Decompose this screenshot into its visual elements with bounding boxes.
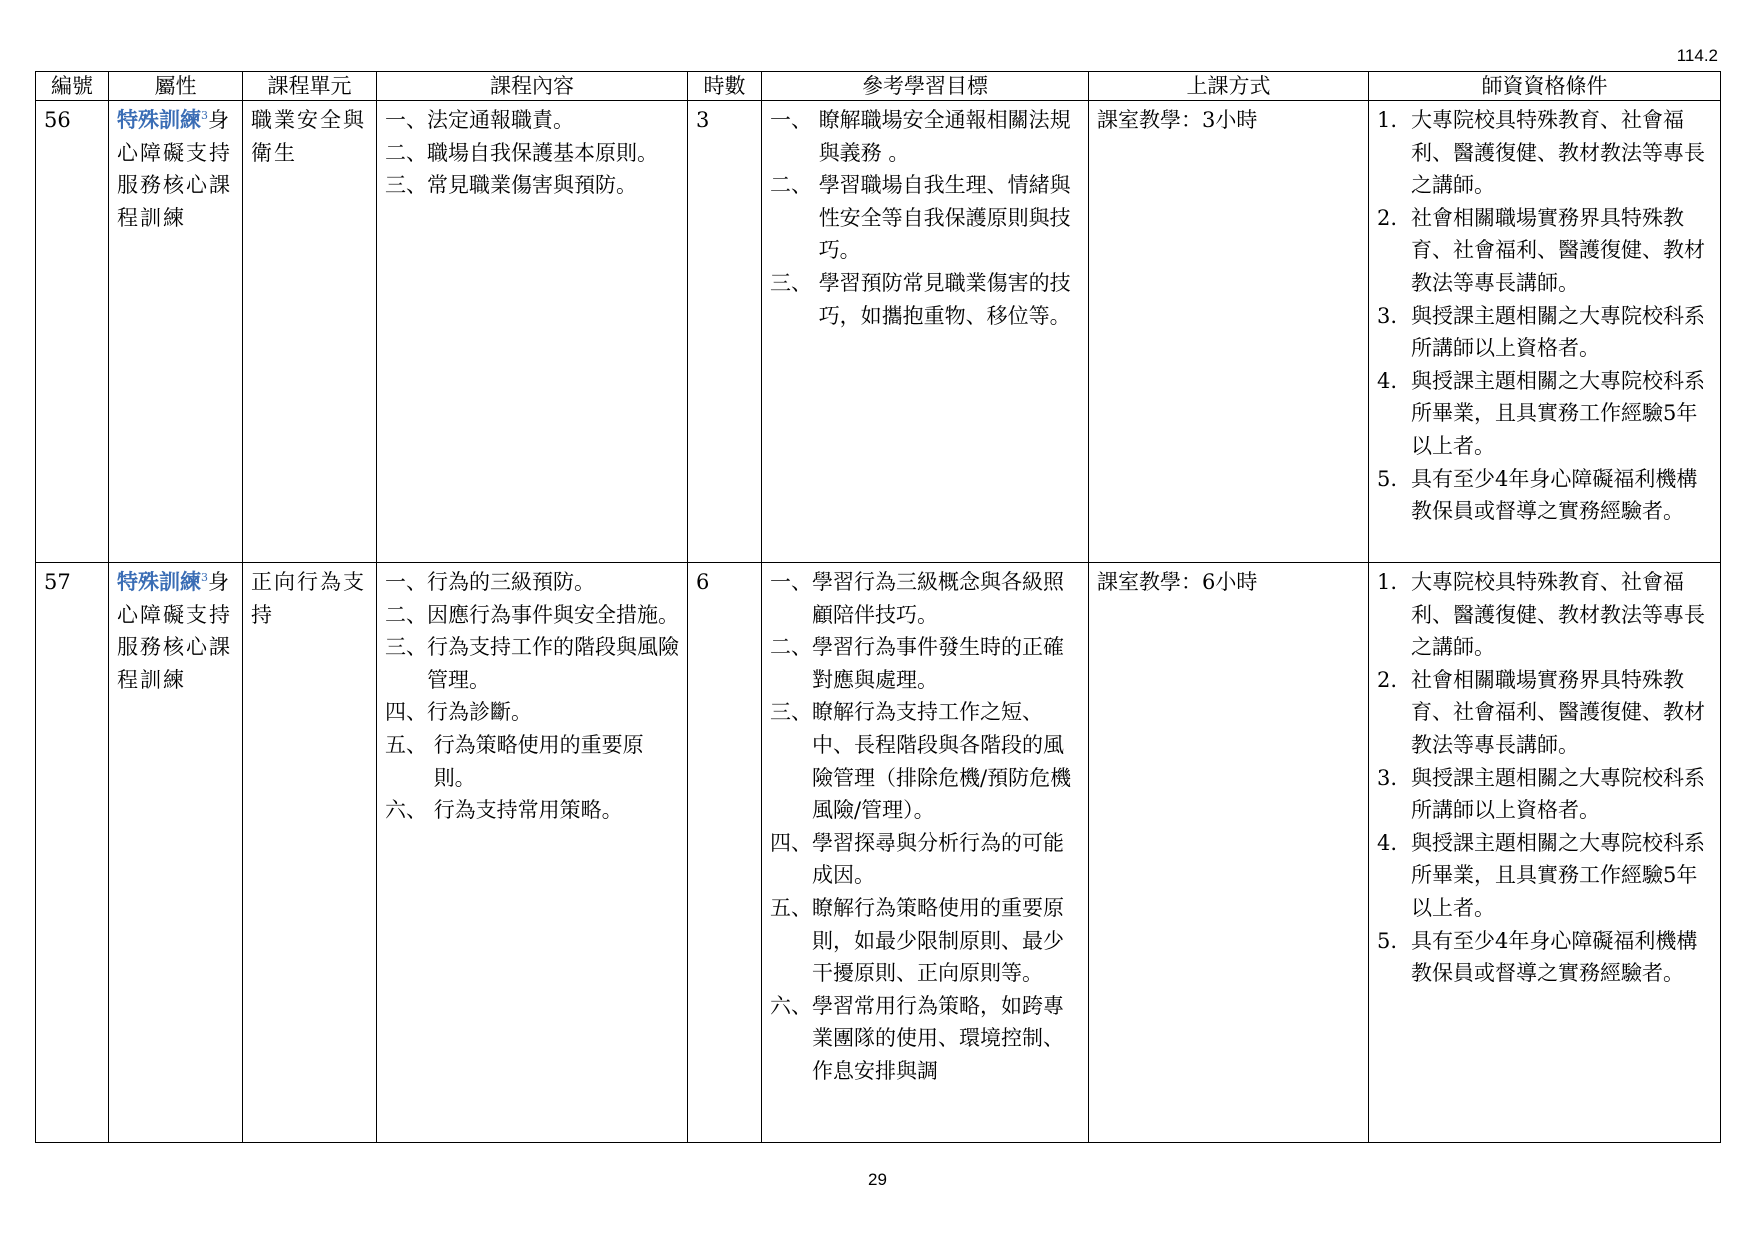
qualifications-cell [1369, 101, 1721, 563]
col-header-method: 上課方式 [1089, 72, 1369, 101]
col-header-content: 課程內容 [377, 72, 688, 101]
goals-cell [762, 563, 1089, 1143]
document-version: 114.2 [1676, 46, 1718, 65]
row-number: 56 [36, 101, 109, 563]
list-item: 2. 社會相關職場實務界具特殊教育、社會福利、醫護復健、教材教法等專長講師。 [1377, 205, 1705, 295]
unit-cell: 正向行為支持 [243, 563, 377, 1143]
page-number: 29 [868, 1170, 887, 1189]
list-item: 5. 具有至少4年身心障礙福利機構教保員或督導之實務經驗者。 [1377, 928, 1698, 986]
list-item: 六、 學習常用行為策略，如跨專業團隊的使用、環境控制、作息安排與調 [770, 993, 1064, 1083]
method-cell: 課室教學：6小時 [1089, 563, 1369, 1143]
attribute-link[interactable] [117, 570, 208, 594]
attribute-cell [109, 563, 243, 1143]
table-row [36, 563, 1721, 1143]
col-header-qualifications: 師資資格條件 [1369, 72, 1721, 101]
list-item: 三、 學習預防常見職業傷害的技巧，如攜抱重物、移位等。 [770, 270, 1071, 328]
list-item: 三、 行為支持工作的階段與風險管理。 [385, 635, 679, 692]
col-header-attribute: 屬性 [109, 72, 243, 101]
goals-cell [762, 101, 1089, 563]
list-item: 二、 職場自我保護基本原則。 [385, 140, 658, 165]
qualifications-cell [1369, 563, 1721, 1143]
footnote-marker: 3 [201, 109, 208, 122]
row-number: 57 [36, 563, 109, 1143]
list-item: 三、 常見職業傷害與預防。 [385, 173, 637, 198]
table-header-row [36, 72, 1721, 101]
list-item: 二、 學習行為事件發生時的正確對應與處理。 [770, 635, 1064, 692]
list-item: 3. 與授課主題相關之大專院校科系所講師以上資格者。 [1377, 765, 1705, 823]
col-header-goals: 參考學習目標 [762, 72, 1089, 101]
attribute-sub: 身心障礙支持服務核心課程訓練 [117, 108, 232, 230]
list-item: 4. 與授課主題相關之大專院校科系所畢業，且具實務工作經驗5年以上者。 [1377, 368, 1705, 458]
list-item: 一、 法定通報職責。 [385, 108, 574, 132]
attribute-main: 特殊訓練 [117, 108, 201, 132]
footnote-marker: 3 [201, 571, 208, 584]
attribute-main: 特殊訓練 [117, 570, 201, 594]
list-item: 5. 具有至少4年身心障礙福利機構教保員或督導之實務經驗者。 [1377, 466, 1698, 524]
attribute-link[interactable] [117, 108, 208, 132]
content-cell [377, 101, 688, 563]
list-item: 二、 因應行為事件與安全措施。 [385, 602, 679, 627]
list-item: 4. 與授課主題相關之大專院校科系所畢業，且具實務工作經驗5年以上者。 [1377, 830, 1705, 920]
attribute-sub: 身心障礙支持服務核心課程訓練 [117, 570, 232, 692]
unit-cell: 職業安全與衛生 [243, 101, 377, 563]
list-item: 1. 大專院校具特殊教育、社會福利、醫護復健、教材教法等專長之講師。 [1377, 108, 1705, 198]
method-cell: 課室教學：3小時 [1089, 101, 1369, 563]
col-header-number: 編號 [36, 72, 109, 101]
list-item: 3. 與授課主題相關之大專院校科系所講師以上資格者。 [1377, 303, 1705, 361]
list-item: 三、 瞭解行為支持工作之短、中、長程階段與各階段的風險管理（排除危機/預防危機風險/管理）。 [770, 700, 1072, 823]
list-item: 四、 行為診斷。 [385, 700, 532, 725]
list-item: 六、 行為支持常用策略。 [385, 798, 623, 823]
course-table [35, 71, 1721, 1143]
list-item: 一、 瞭解職場安全通報相關法規與義務 。 [770, 108, 1071, 165]
hours-cell: 6 [688, 563, 762, 1143]
list-item: 二、 學習職場自我生理、情緒與性安全等自我保護原則與技巧。 [770, 173, 1071, 263]
list-item: 一、 行為的三級預防。 [385, 570, 595, 594]
list-item: 2. 社會相關職場實務界具特殊教育、社會福利、醫護復健、教材教法等專長講師。 [1377, 667, 1705, 757]
col-header-hours: 時數 [688, 72, 762, 101]
attribute-cell [109, 101, 243, 563]
list-item: 五、 瞭解行為策略使用的重要原則，如最少限制原則、最少干擾原則、正向原則等。 [770, 895, 1064, 986]
col-header-unit: 課程單元 [243, 72, 377, 101]
list-item: 五、 行為策略使用的重要原則。 [385, 732, 644, 790]
list-item: 1. 大專院校具特殊教育、社會福利、醫護復健、教材教法等專長之講師。 [1377, 570, 1705, 660]
list-item: 一、 學習行為三級概念與各級照顧陪伴技巧。 [770, 570, 1064, 627]
list-item: 四、 學習探尋與分析行為的可能成因。 [770, 830, 1064, 888]
content-cell [377, 563, 688, 1143]
table-row [36, 101, 1721, 563]
hours-cell: 3 [688, 101, 762, 563]
